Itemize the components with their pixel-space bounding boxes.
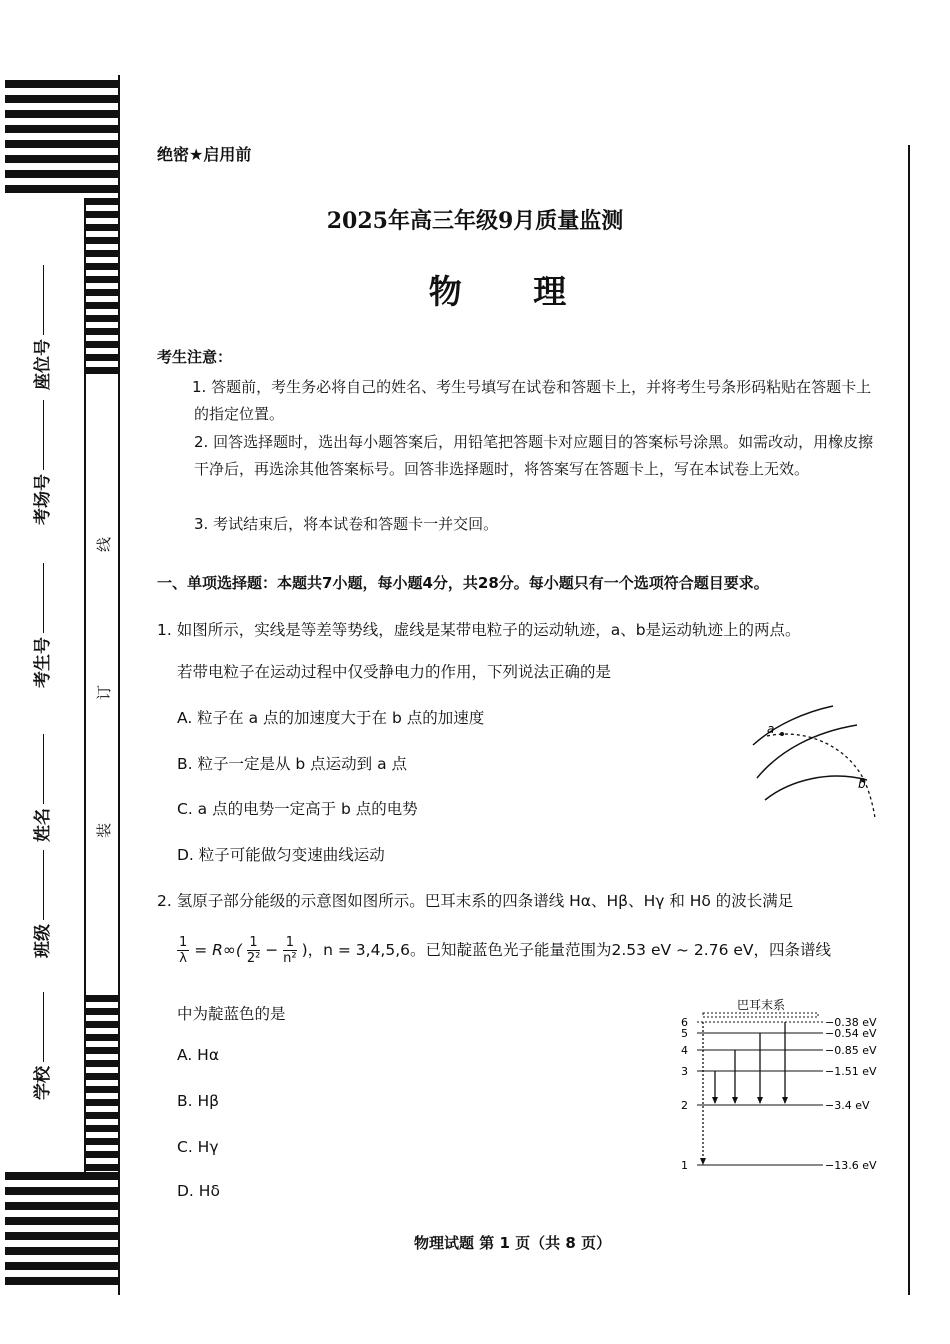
notice-heading: 考生注意：: [157, 348, 233, 366]
level-1-e: −13.6 eV: [825, 1159, 877, 1172]
level-6-n: 6: [681, 1016, 688, 1029]
frac-1: $\frac{1}{\text{2²}}$: [246, 935, 261, 966]
cut-mark-staple: 订: [95, 684, 114, 701]
exam-title: 2025年高三年级9月质量监测: [326, 208, 624, 234]
q2-stem-line3: 中为靛蓝色的是: [177, 1005, 286, 1023]
binding-line: [118, 75, 120, 1295]
q2-stem-line1: 2. 氢原子部分能级的示意图如图所示。巴耳末系的四条谱线 Hα、Hβ、Hγ 和 Hδ 的波长满足: [157, 892, 794, 910]
level-3-n: 3: [681, 1065, 688, 1078]
equipotential-line-3: [765, 776, 867, 800]
seat-number-field[interactable]: 座位号: [28, 265, 53, 390]
page-footer: 物理试题 第 1 页（共 8 页）: [414, 1234, 611, 1252]
section-heading: 一、单项选择题：本题共7小题，每小题4分，共28分。每小题只有一个选项符合题目要求。: [157, 574, 769, 592]
q1-option-d: D. 粒子可能做匀变速曲线运动: [177, 846, 385, 864]
binding-stripes-top: [5, 80, 118, 200]
level-3-e: −1.51 eV: [825, 1065, 877, 1078]
level-2-n: 2: [681, 1099, 688, 1112]
binding-stripes-low: [84, 995, 118, 1175]
cut-mark-bind: 装: [95, 822, 114, 839]
name-field[interactable]: 姓名: [28, 734, 53, 842]
right-margin-rule: [908, 145, 910, 1295]
level-1-n: 1: [681, 1159, 688, 1172]
q2-formula-line: $\frac{1}{\lambda} = R\infty$( $\frac{1}{\text{2²}}$ − $\frac{1}{\text{n²}}$ )，n = 3,4,5,6。已知靛蓝色光子能量范围为2.53 eV ~ 2.76 eV，四条谱线: [179, 935, 832, 966]
frac-lhs: $\frac{1}{\lambda}$: [179, 935, 188, 966]
level-2-e: −3.4 eV: [825, 1099, 870, 1112]
energy-level-diagram: [675, 995, 885, 1180]
school-field[interactable]: 学校: [28, 992, 53, 1100]
equipotential-line-1: [753, 706, 833, 745]
frac-2: $\frac{1}{\text{n²}}$: [283, 935, 297, 966]
subject-title: 物 理: [428, 272, 597, 311]
q1-option-a: A. 粒子在 a 点的加速度大于在 b 点的加速度: [177, 709, 485, 727]
point-a-label: a: [767, 722, 775, 736]
q2-option-c: C. Hγ: [177, 1138, 219, 1156]
level-6-e: −0.38 eV: [825, 1016, 877, 1029]
notice-item-1: 1. 答题前，考生务必将自己的姓名、考生号填写在试卷和答题卡上，并将考生号条形码粘贴在答题卡上的指定位置。: [192, 378, 872, 423]
level-5-n: 5: [681, 1027, 688, 1040]
q2-option-a: A. Hα: [177, 1046, 220, 1064]
level-5-e: −0.54 eV: [825, 1027, 877, 1040]
exam-room-field[interactable]: 考场号: [28, 400, 53, 525]
point-a: [780, 732, 784, 736]
q1-option-c: C. a 点的电势一定高于 b 点的电势: [177, 800, 418, 818]
notice-item-3: 3. 考试结束后，将本试卷和答题卡一并交回。: [194, 515, 499, 533]
class-field[interactable]: 班级: [28, 850, 53, 958]
q2-option-b: B. Hβ: [177, 1092, 220, 1110]
q1-stem-line1: 1. 如图所示，实线是等差等势线，虚线是某带电粒子的运动轨迹，a、b是运动轨迹上的两点。: [157, 621, 801, 639]
cut-mark-line: 线: [95, 536, 114, 553]
point-b-label: b: [858, 777, 866, 791]
confidential-label: 绝密★启用前: [157, 145, 252, 164]
binding-inner-line: [84, 198, 86, 1173]
transition-arrows: [703, 1022, 785, 1163]
diagram-title: 巴耳末系: [737, 998, 786, 1012]
level-4-n: 4: [681, 1044, 688, 1057]
candidate-number-field[interactable]: 考生号: [28, 563, 53, 688]
q1-field-figure: [745, 700, 885, 825]
q1-option-b: B. 粒子一定是从 b 点运动到 a 点: [177, 755, 408, 773]
q1-stem-line2: 若带电粒子在运动过程中仅受静电力的作用，下列说法正确的是: [177, 663, 612, 681]
notice-item-2: 2. 回答选择题时，选出每小题答案后，用铅笔把答题卡对应题目的答案标号涂黑。如需改动，用橡皮擦干净后，再选涂其他答案标号。回答非选择题时，将答案写在答题卡上，写在本试卷上无效。: [194, 433, 874, 478]
q2-option-d: D. Hδ: [177, 1182, 220, 1200]
level-4-e: −0.85 eV: [825, 1044, 877, 1057]
